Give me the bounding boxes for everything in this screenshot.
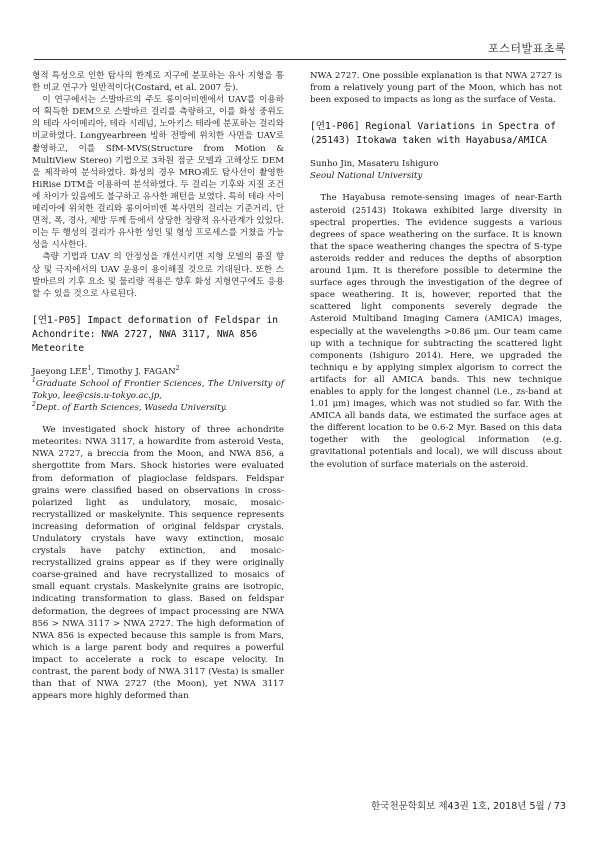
korean-paragraph-3: 측량 기법과 UAV 의 안정성을 개선시키면 지형 모델의 품질 향상 및 극지에서의 UAV 운용이 용이해질 것으로 기대된다. 또한 스발바르의 기후 요소 및 물리량 적용은 향후 화성 지형연구에도 응용할 수 있을 것으로 사료된다. <box>32 252 284 299</box>
p05-authors <box>32 366 284 378</box>
p05-affil-1-text: Graduate School of Frontier Sciences, The University of Tokyo, lee@csis.u-tokyo.ac.jp, <box>32 378 284 401</box>
p06-authors: Sunho Jin, Masateru Ishiguro <box>310 159 439 170</box>
section-header: 포스터발표초록 <box>488 42 566 55</box>
p06-abstract-body: The Hayabusa remote-sensing images of near-Earth asteroid (25143) Itokawa exhibited large diversity in spectral properties. The evidence suggests a various degrees of space weathering on the surface. It is known that the space weathering changes the spectra of S-type asteroids redder and reduces the depths of absorption around 1μm. It is therefore possible to determine the surface ages through the investigation of the degree of space weathering. It is, however, reported that the scattered light components severely degrade the Asteroid Multiband Imaging Camera (AMICA) images, especially at the wavelengths >0.86 μm. Our team came up with a technique for subtracting the scattered light components (Ishiguro 2014). Here, we upgraded the techniqu e by applying simplex algorism to correct the artifacts for all AMICA bands. This new technique enables to apply for the longest channel (i.e., zs-band at 1.01 μm) images, which was not studied so far. With the AMICA all bands data, we estimated the surface ages at the different location to be 0.6-2 Myr. Based on this data together with the geological information (e.g. gravitational potentials and local), we will discuss about the evolution of surface materials on the asteroid. <box>310 193 562 470</box>
p05-affil-2-text: Dept. of Earth Sciences, Waseda University. <box>35 403 228 414</box>
p05-affiliation-1 <box>32 378 284 402</box>
p05-title: [연1-P05] Impact deformation of Feldspar in Achondrite: NWA 2727, NWA 3117, NWA 856 Meteorite <box>32 314 279 354</box>
p05-affil-1-sup: 1 <box>32 377 36 385</box>
p05-affiliation-2 <box>32 402 284 414</box>
header-rule <box>34 59 566 60</box>
p05-author-1-sup: 1 <box>87 364 92 372</box>
korean-paragraph-2: 이 연구에서는 스발바르의 주도 롱이어비엔에서 UAV를 이용하여 획득한 DEM으로 스발바르 걸리를 측량하고, 이를 화성 중위도의 테라 사이메리아, 테라 시레넘, 노아키스 테라에 분포하는 걸리와 비교하였다. Longyearbreen 빙하 전방에 위치한 사면을 UAV로 촬영하고, 이를 SfM-MVS(Structure from Motion & MultiView Stereo) 기법으로 3차원 점군 모델과 고해상도 DEM을 제작하여 분석하였다. 화성의 경우 MRO궤도 탐사선이 촬영한 HiRise DTM을 이용하여 분석하였다. 두 걸리는 기후와 지질 조건에 차이가 있음에도 불구하고 유사한 패턴을 보였다. 특히 테라 사이메리아에 위치한 걸리와 롱이어비엔 복사면의 걸리는 기준거리, 단면적, 폭, 경사, 제방 두께 등에서 상당한 정량적 유사관계가 있었다. 이는 두 행성의 걸리가 유사한 성인 및 형성 프로세스를 거쳤을 가능성을 시사한다. <box>32 95 284 251</box>
p05-author-2-sup: 2 <box>175 364 180 372</box>
right-column <box>310 70 562 471</box>
p05-abstract-continued: NWA 2727. One possible explanation is that NWA 2727 is from a relatively young part of the Moon, which has not been exposed to impacts as long as the surface of Vesta. <box>310 71 562 106</box>
korean-paragraph-1: 형적 특성으로 인한 탐사의 한계로 지구에 분포하는 유사 지형을 통한 비교 연구가 일반적이다(Costard, et al. 2007 등). <box>32 71 284 94</box>
p05-abstract-body: We investigated shock history of three achondrite meteorites: NWA 3117, a howardite from asteroid Vesta, NWA 2727, a breccia from the Moon, and NWA 856, a shergottite from Mars. Shock histories were evaluated from deformation of plagioclase feldspars. Feldspar grains were classified based on observations in cross-polarized light as undulatory, mosaic, mosaic-recrystallized or maskelynite. This sequence represents increasing deformation of original feldspar crystals. Undulatory crystals have wavy extinction, mosaic crystals have patchy extinction, and mosaic-recrystallized grains appear as if they were originally coarse-grained and have recrystallized to mosaics of small equant crystals. Maskelynite grains are isotropic, indicating transformation to glass. Based on feldspar deformation, the degrees of impact processing are NWA 856 > NWA 3117 > NWA 2727. The high deformation of NWA 856 is expected because this sample is from Mars, which is a large parent body and requires a powerful impact to accelerate a rock to escape velocity. In contrast, the parent body of NWA 3117 (Vesta) is smaller than that of NWA 2727 (the Moon), yet NWA 3117 appears more highly deformed than <box>32 425 284 702</box>
left-column <box>32 70 284 702</box>
p05-affil-2-sup: 2 <box>32 401 36 409</box>
p05-author-separator: , Timothy J. FAGAN <box>91 366 176 377</box>
p06-title: [연1-P06] Regional Variations in Spectra of (25143) Itokawa taken with Hayabusa/AMICA <box>310 121 557 147</box>
page-footer: 한국천문학회보 제43권 1호, 2018년 5월 / 73 <box>371 801 566 812</box>
p05-author-1: Jaeyong LEE <box>32 366 88 377</box>
p06-affiliation: Seoul National University <box>310 171 423 182</box>
